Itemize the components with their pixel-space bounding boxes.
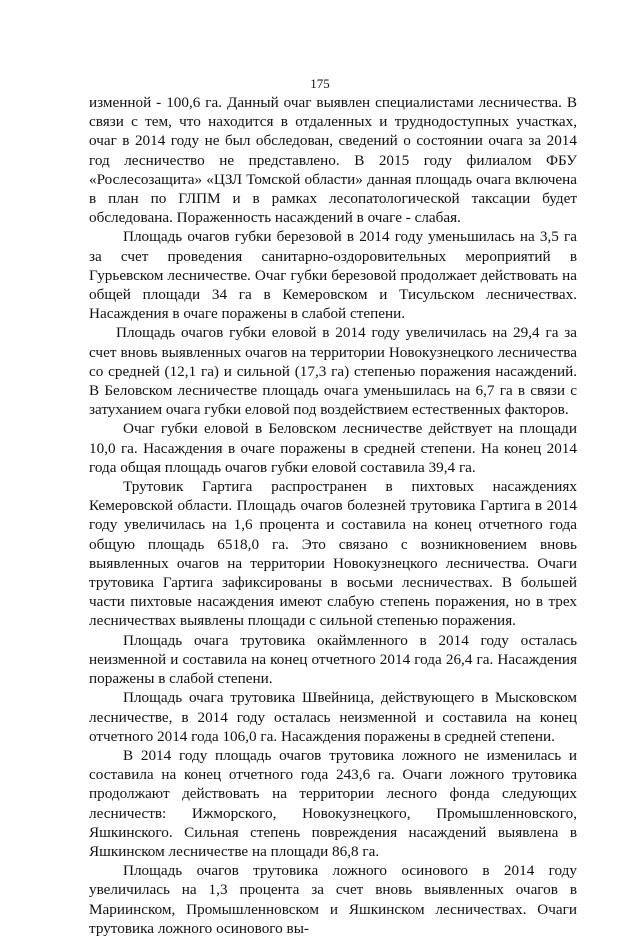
paragraph-false-aspen-tinder: Площадь очагов трутовика ложного осинового в 2014 году увеличилась на 1,3 процента за счет вновь выявленных очагов в Мариинском, Промышленновском и Яшкинском лесничествах. Очаги трутовика ложного осинового вы- [89, 862, 577, 937]
paragraph-bordered-polypore: Площадь очага трутовика окаймленного в 2014 году осталась неизменной и составила на конец отчетного 2014 года 26,4 га. Насаждения поражены в слабой степени. [89, 631, 577, 688]
paragraph-hartig-polypore: Трутовик Гартига распространен в пихтовых насаждениях Кемеровской области. Площадь очагов болезней трутовика Гартига в 2014 году увеличилась на 1,6 процента и составила на конец отчетного года общую площадь 6518,0 га. Это связано с возникновением вновь выявленных очагов на территории Новокузнецкого лесничества. Очаги трутовика Гартига зафиксированы в восьми лесничествах. В большей части пихтовые насаждения имеют слабую степень поражения, но в трех лесничествах выявлены площади с сильной степенью поражения. [89, 478, 577, 630]
paragraph-continued: изменной - 100,6 га. Данный очаг выявлен специалистами лесничества. В связи с тем, что находится в отдаленных и труднодоступных участках, очаг в 2014 году не был обследован, сведений о состоянии очага за 2014 год лесничество не представлено. В 2015 году филиалом ФБУ «Рослесозащита» «ЦЗЛ Томской области» данная площадь очага включена в план по ГЛПМ и в рамках лесопатологической таксации будет обследована. Пораженность насаждений в очаге - слабая. [89, 94, 577, 227]
page-number: 175 [310, 76, 330, 91]
paragraph-schweinitz-polypore: Площадь очага трутовика Швейница, действующего в Мысковском лесничестве, в 2014 году осталась неизменной и составила на конец отчетного 2014 года 106,0 га. Насаждения поражены в средней степени. [89, 689, 577, 745]
paragraph-spruce-fungus-belovo: Очаг губки еловой в Беловском лесничестве действует на площади 10,0 га. Насаждения в очаге поражены в средней степени. На конец 2014 года общая площадь очагов губки еловой составила 39,4 га. [89, 420, 577, 476]
paragraph-spruce-fungus: Площадь очагов губки еловой в 2014 году увеличилась на 29,4 га за счет вновь выявленных очагов на территории Новокузнецкого лесничества со средней (12,1 га) и сильной (17,3 га) степенью поражения насаждений. В Беловском лесничестве площадь очага уменьшилась на 6,7 га в связи с затуханием очага губки еловой под воздействием естественных факторов. [89, 324, 577, 419]
paragraph-false-tinder: В 2014 году площадь очагов трутовика ложного не изменилась и составила на конец отчетного года 243,6 га. Очаги ложного трутовика продолжают действовать на территории лесного фонда следующих лесничеств: Ижморского, Новокузнецкого, Промышленновского, Яшкинского. Сильная степень повреждения насаждений выявлена в Яшкинском лесничестве на площади 86,8 га. [89, 746, 577, 860]
body-text [89, 93, 577, 938]
paragraph-birch-fungus: Площадь очагов губки березовой в 2014 году уменьшилась на 3,5 га за счет проведения санитарно-оздоровительных мероприятий в Гурьевском лесничестве. Очаг губки березовой продолжает действовать на общей площади 34 га в Кемеровском и Тисульском лесничествах. Насаждения в очаге поражены в слабой степени. [89, 228, 577, 323]
